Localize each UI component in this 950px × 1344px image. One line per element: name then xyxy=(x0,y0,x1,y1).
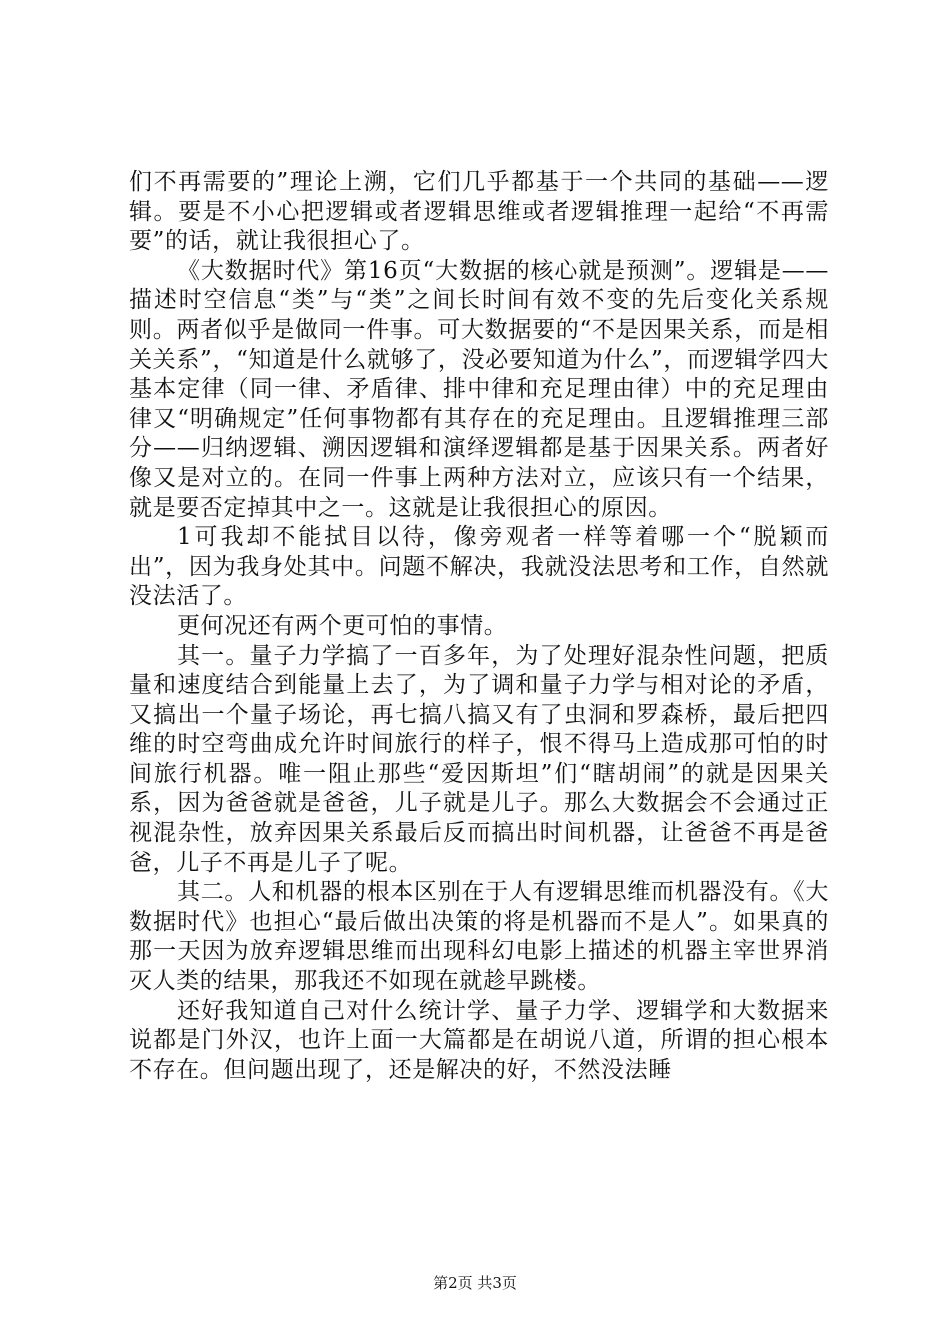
paragraph: 更何况还有两个更可怕的事情。 xyxy=(177,612,508,639)
paragraph: 其二。人和机器的根本区别在于人有逻辑思维而机器没有。《大数据时代》也担心“最后做出决策的将是机器而不是人”。如果真的那一天因为放弃逻辑思维而出现科幻电影上描述的机器主宰世界消灭人类的结果，那我还不如现在就趁早跳楼。 xyxy=(129,879,829,995)
paragraph: 们不再需要的”理论上溯，它们几乎都基于一个共同的基础——逻辑。要是不小心把逻辑或者逻辑思维或者逻辑推理一起给“不再需要”的话，就让我很担心了。 xyxy=(129,169,829,255)
paragraph: 还好我知道自己对什么统计学、量子力学、逻辑学和大数据来说都是门外汉，也许上面一大篇都是在胡说八道，所谓的担心根本不存在。但问题出现了，还是解决的好，不然没法睡 xyxy=(129,997,829,1083)
paragraph: 其一。量子力学搞了一百多年，为了处理好混杂性问题，把质量和速度结合到能量上去了，为了调和量子力学与相对论的矛盾，又搞出一个量子场论，再七搞八搞又有了虫洞和罗森桥，最后把四维的时空弯曲成允许时间旅行的样子，恨不得马上造成那可怕的时间旅行机器。唯一阻止那些“爱因斯坦”们“瞎胡闹”的就是因果关系，因为爸爸就是爸爸，儿子就是儿子。那么大数据会不会通过正视混杂性，放弃因果关系最后反而搞出时间机器，让爸爸不再是爸爸，儿子不再是儿子了呢。 xyxy=(129,642,829,876)
document-body xyxy=(129,168,829,1085)
paragraph: 《大数据时代》第16页“大数据的核心就是预测”。逻辑是——描述时空信息“类”与“类”之间长时间有效不变的先后变化关系规则。两者似乎是做同一件事。可大数据要的“不是因果关系，而是相关关系”，“知道是什么就够了，没必要知道为什么”，而逻辑学四大基本定律（同一律、矛盾律、排中律和充足理由律）中的充足理由律又“明确规定”任何事物都有其存在的充足理由。且逻辑推理三部分——归纳逻辑、溯因逻辑和演绎逻辑都是基于因果关系。两者好像又是对立的。在同一件事上两种方法对立，应该只有一个结果，就是要否定掉其中之一。这就是让我很担心的原因。 xyxy=(129,257,829,521)
page-footer: 第2页 共3页 xyxy=(433,1274,517,1292)
paragraph: 1可我却不能拭目以待，像旁观者一样等着哪一个“脱颖而出”，因为我身处其中。问题不解决，我就没法思考和工作，自然就没法活了。 xyxy=(129,524,829,610)
